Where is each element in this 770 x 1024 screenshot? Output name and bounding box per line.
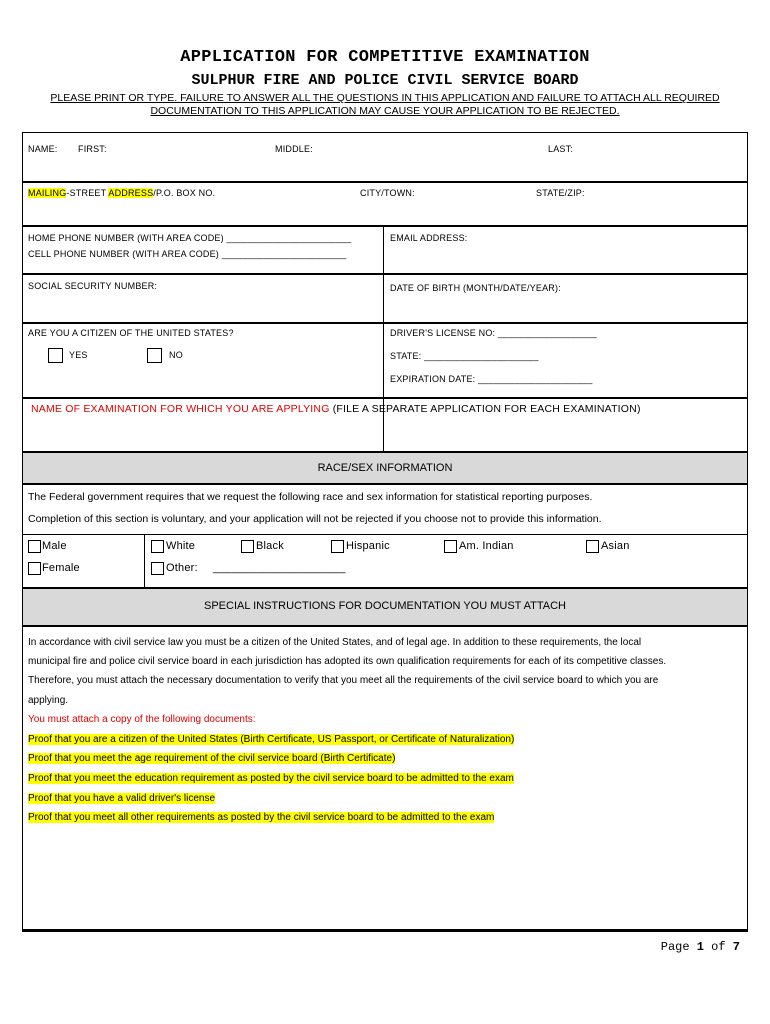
form-subtitle: SULPHUR FIRE AND POLICE CIVIL SERVICE BOARD	[191, 72, 579, 89]
hispanic-label: Hispanic	[346, 540, 390, 552]
documentation-header	[23, 587, 747, 627]
expiration-date-field[interactable]: EXPIRATION DATE: ______________________	[390, 374, 593, 384]
white-checkbox[interactable]	[151, 540, 164, 553]
am-indian-label: Am. Indian	[459, 540, 514, 552]
female-label: Female	[42, 562, 80, 574]
asian-label: Asian	[601, 540, 630, 552]
no-label: NO	[169, 350, 183, 360]
no-checkbox[interactable]	[147, 348, 162, 363]
state-zip-field[interactable]: STATE/ZIP:	[536, 188, 585, 198]
instruction-line-2: DOCUMENTATION TO THIS APPLICATION MAY CAUSE YOUR APPLICATION TO BE REJECTED.	[150, 105, 620, 117]
mailing-address-field[interactable]: MAILING-STREET ADDRESS/P.O. BOX NO.	[28, 188, 216, 198]
cell-phone-field[interactable]: CELL PHONE NUMBER (WITH AREA CODE) ________________________	[28, 249, 347, 259]
last-name-field[interactable]: LAST:	[548, 144, 574, 154]
middle-name-field[interactable]: MIDDLE:	[275, 144, 313, 154]
divider	[23, 322, 747, 324]
race-sex-heading: RACE/SEX INFORMATION	[317, 462, 453, 474]
doc-para-line-3: Therefore, you must attach the necessary documentation to verify that you meet all the requirements of the civil service board to which you are	[28, 675, 659, 686]
am-indian-checkbox[interactable]	[444, 540, 457, 553]
column-divider	[383, 225, 384, 455]
ssn-field[interactable]: SOCIAL SECURITY NUMBER:	[28, 281, 158, 291]
form-title: APPLICATION FOR COMPETITIVE EXAMINATION	[180, 48, 590, 67]
race-sex-header	[23, 451, 747, 485]
doc-para-line-1: In accordance with civil service law you must be a citizen of the United States, and of legal age. In addition to these requirements, the local	[28, 637, 642, 648]
other-input[interactable]: _____________________	[213, 562, 346, 574]
must-attach-label: You must attach a copy of the following documents:	[28, 714, 256, 725]
documentation-heading: SPECIAL INSTRUCTIONS FOR DOCUMENTATION YOU MUST ATTACH	[203, 600, 566, 612]
exam-name-field[interactable]: NAME OF EXAMINATION FOR WHICH YOU ARE APPLYING (FILE A SEPARATE APPLICATION FOR EACH EXAMINATION)	[31, 403, 641, 415]
divider	[23, 273, 747, 275]
other-checkbox[interactable]	[151, 562, 164, 575]
instruction-line-1: PLEASE PRINT OR TYPE. FAILURE TO ANSWER ALL THE QUESTIONS IN THIS APPLICATION AND FAILURE TO ATTACH ALL REQUIRED	[50, 92, 720, 104]
document-item: Proof that you meet all other requirements as posted by the civil service board to be admitted to the exam	[28, 812, 495, 823]
divider	[23, 534, 747, 535]
race-info-line-2: Completion of this section is voluntary, and your application will not be rejected if you choose not to provide this information.	[28, 513, 602, 525]
race-info-line-1: The Federal government requires that we request the following race and sex information for statistical reporting purposes.	[28, 491, 593, 503]
email-field[interactable]: EMAIL ADDRESS:	[390, 233, 468, 243]
male-checkbox[interactable]	[28, 540, 41, 553]
doc-para-line-2: municipal fire and police civil service board in each jurisdiction has adopted its own qualification requirements for each of its competitive classes.	[28, 656, 667, 667]
divider	[23, 181, 747, 183]
divider	[23, 397, 747, 399]
citizen-question: ARE YOU A CITIZEN OF THE UNITED STATES?	[28, 328, 234, 338]
name-label: NAME:	[28, 144, 58, 154]
document-item: Proof that you meet the age requirement of the civil service board (Birth Certificate)	[28, 753, 396, 764]
doc-para-line-4: applying.	[28, 695, 69, 706]
document-item: Proof that you are a citizen of the United States (Birth Certificate, US Passport, or Certificate of Naturalization)	[28, 734, 515, 745]
hispanic-checkbox[interactable]	[331, 540, 344, 553]
asian-checkbox[interactable]	[586, 540, 599, 553]
yes-label: YES	[69, 350, 88, 360]
license-state-field[interactable]: STATE: ______________________	[390, 351, 539, 361]
divider	[23, 929, 747, 931]
form-frame	[22, 132, 748, 932]
drivers-license-field[interactable]: DRIVER'S LICENSE NO: ___________________	[390, 328, 597, 338]
black-checkbox[interactable]	[241, 540, 254, 553]
page-indicator: Page 1 of 7	[660, 940, 740, 954]
home-phone-field[interactable]: HOME PHONE NUMBER (WITH AREA CODE) ________________________	[28, 233, 352, 243]
city-field[interactable]: CITY/TOWN:	[360, 188, 415, 198]
black-label: Black	[256, 540, 284, 552]
yes-checkbox[interactable]	[48, 348, 63, 363]
document-item: Proof that you meet the education requirement as posted by the civil service board to be admitted to the exam	[28, 773, 514, 784]
first-name-field[interactable]: FIRST:	[78, 144, 107, 154]
document-item: Proof that you have a valid driver's license	[28, 793, 216, 804]
female-checkbox[interactable]	[28, 562, 41, 575]
other-label: Other:	[166, 562, 198, 574]
dob-field[interactable]: DATE OF BIRTH (MONTH/DATE/YEAR):	[390, 283, 561, 293]
male-label: Male	[42, 540, 67, 552]
white-label: White	[166, 540, 196, 552]
column-divider	[144, 534, 145, 587]
divider	[23, 225, 747, 227]
